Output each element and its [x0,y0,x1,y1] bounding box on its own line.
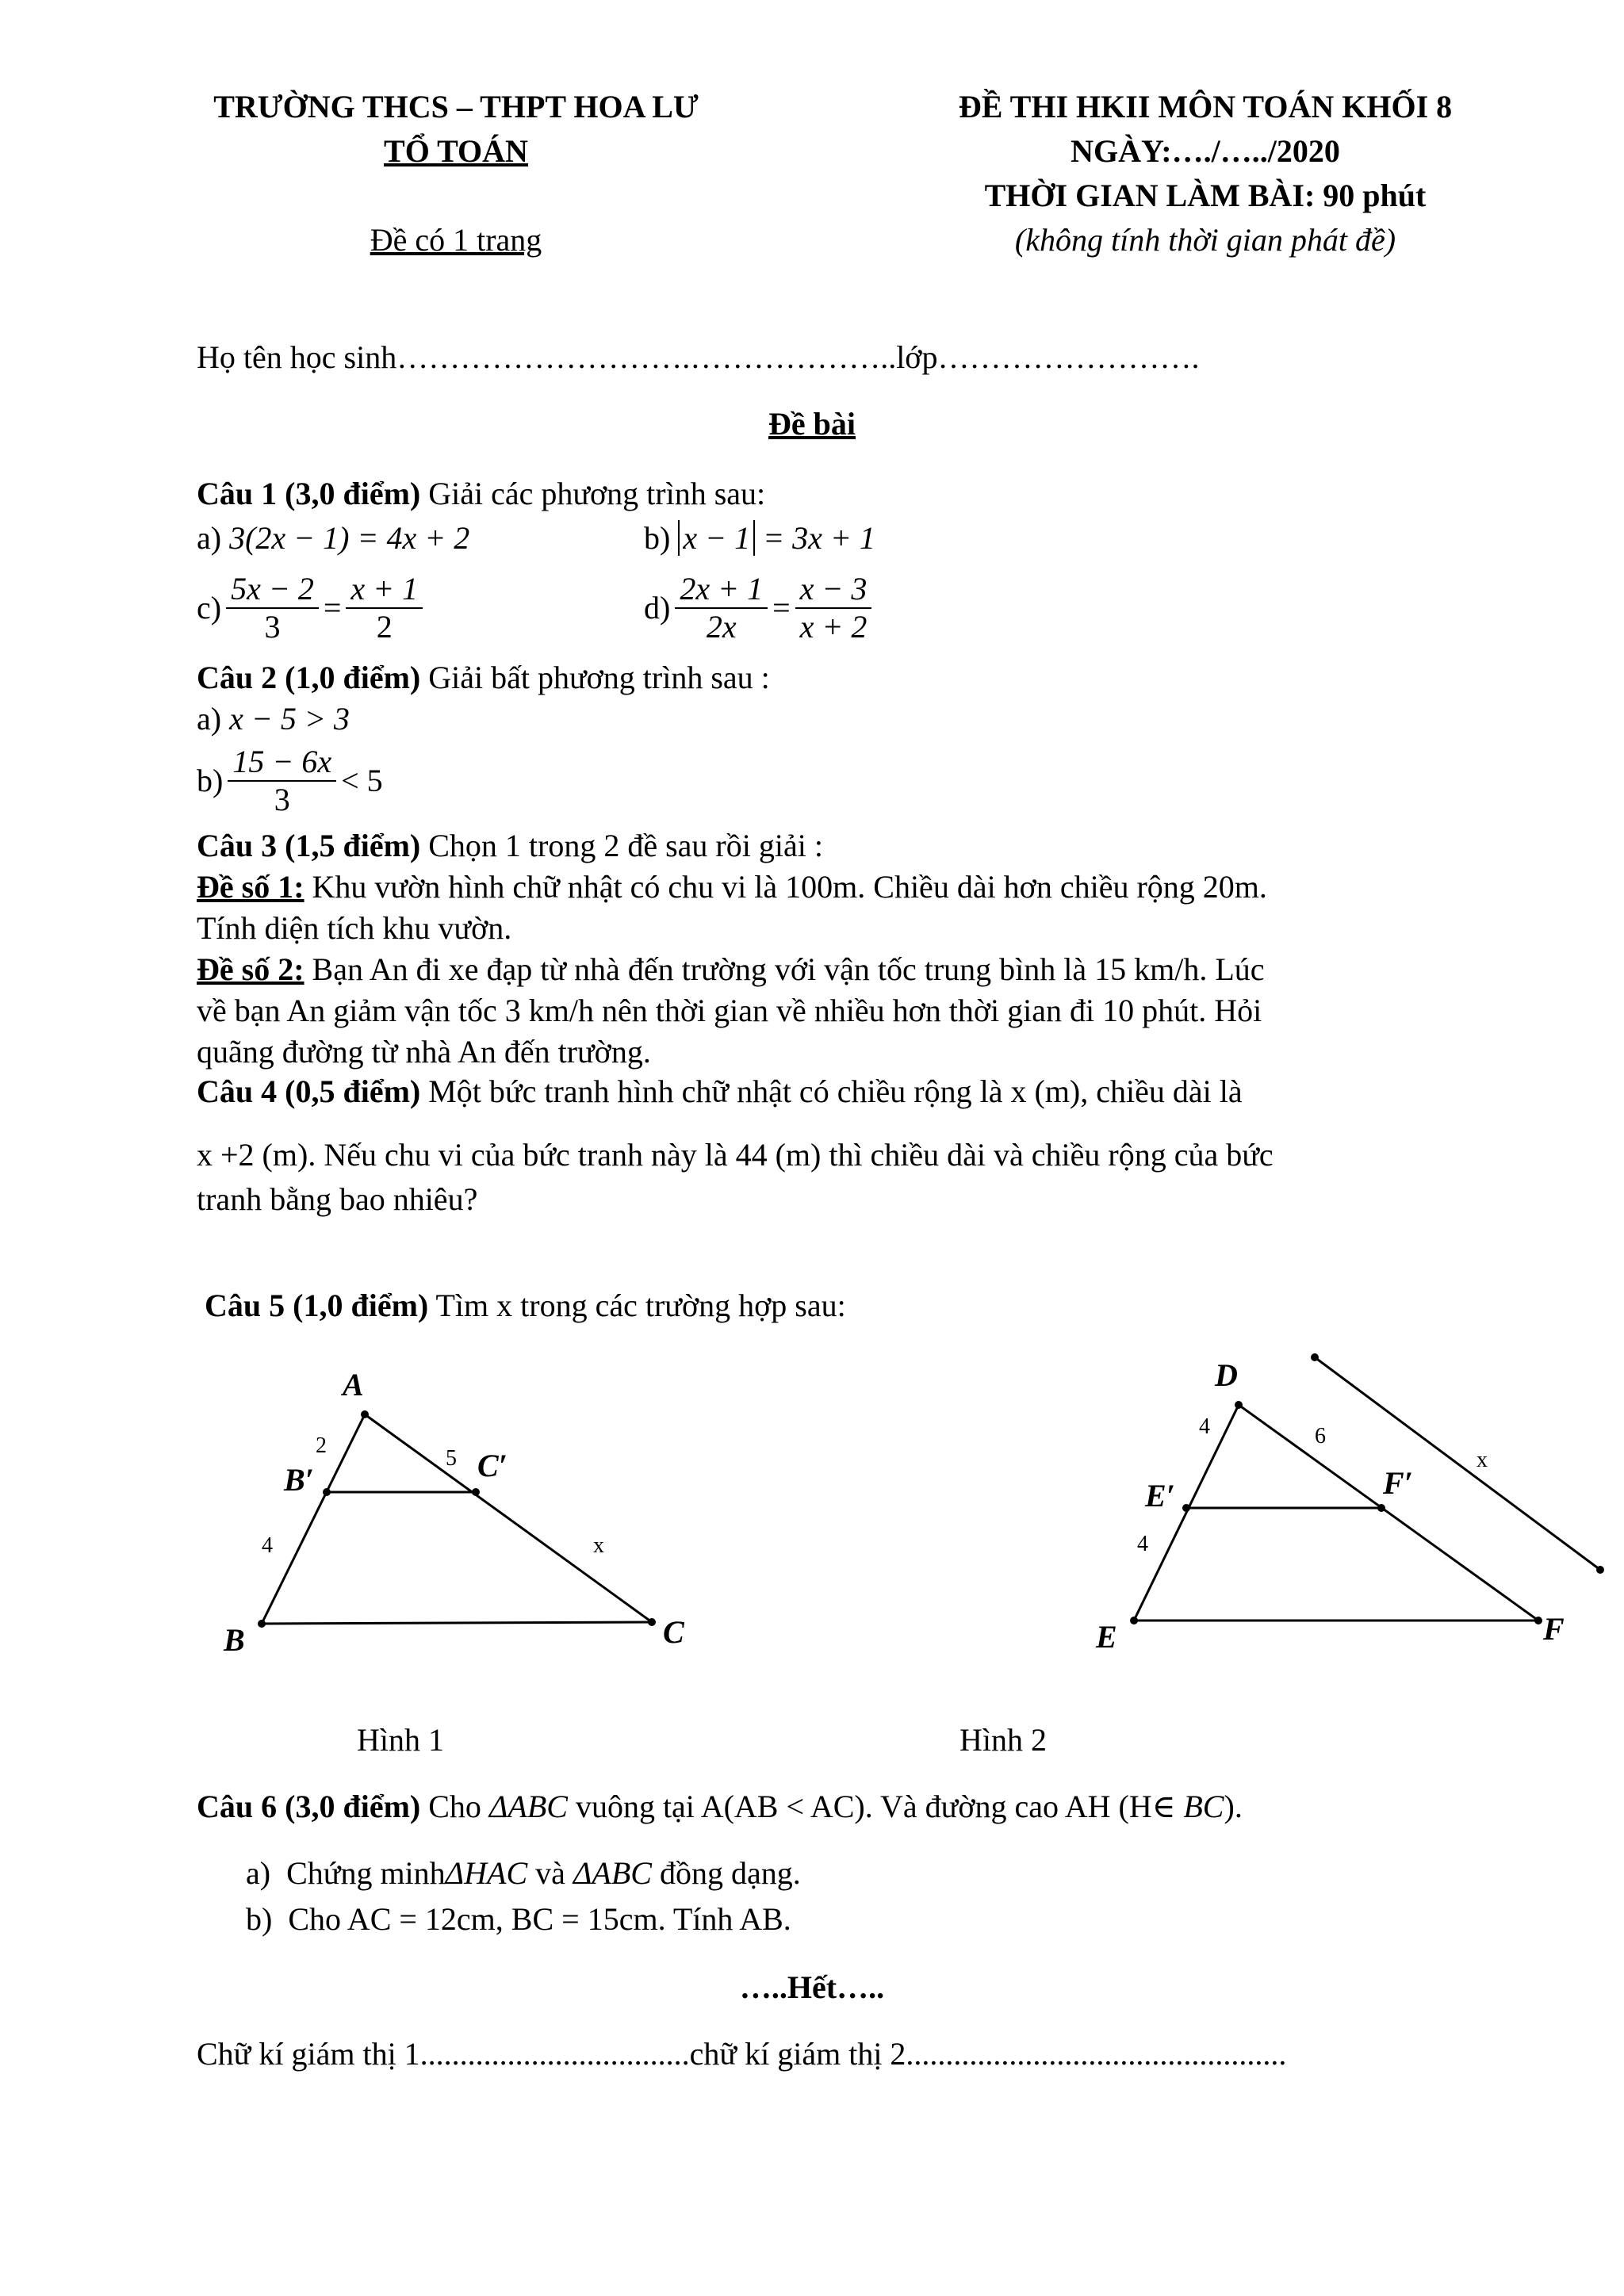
q2-b-num: 15 − 6x [228,744,336,782]
q1-d-num2: x − 3 [795,571,872,609]
q6-heading [197,1789,1243,1825]
q6-text2: vuông tại A(AB < AC). Và đường cao AH (H [567,1789,1152,1824]
q6-b-label: b) [246,1901,273,1937]
footer-signatures: Chữ kí giám thị 1..................................chữ kí giám thị 2................................................ [197,2036,1287,2072]
fig1-length-2: 2 [316,1433,327,1458]
department: TỔ TOÁN [384,133,528,169]
q4-title: Câu 4 (0,5 điểm) [197,1073,421,1109]
q2-a-expr: x − 5 > 3 [229,701,350,737]
q6-elem: ∈ [1151,1789,1176,1824]
fig2-side-DF [1239,1405,1538,1621]
fig1-point-B [258,1620,266,1628]
q1-d-den2: x + 2 [799,609,868,645]
q1-c-den1: 3 [264,609,281,645]
fig1-point-A [361,1410,369,1418]
q6-title: Câu 6 (3,0 điểm) [197,1789,421,1824]
fig2-label-E1: E′ [1145,1478,1175,1513]
school-name: TRƯỜNG THCS – THPT HOA LƯ [213,89,699,124]
q6-bc: BC [1175,1789,1224,1824]
fig1-point-C [648,1618,656,1626]
q1-d-den1: 2x [706,609,737,645]
q6-b-text: Cho AC = 12cm, BC = 15cm. Tính AB. [288,1901,791,1937]
q4-line2: x +2 (m). Nếu chu vi của bức tranh này là 44 (m) thì chiều dài và chiều rộng của bức [197,1137,1274,1173]
fig1-point-B1 [323,1488,331,1496]
page-note: Đề có 1 trang [370,222,542,258]
fig1-side-AB [262,1414,365,1624]
fig1-length-4: 4 [262,1533,273,1558]
end-marker: …..Hết….. [739,1969,885,2005]
fig1-label-C: C [663,1614,684,1650]
q6-a [246,1855,801,1892]
exam-title: ĐỀ THI HKII MÔN TOÁN KHỐI 8 [958,89,1453,124]
q1-d-eq: = [772,590,791,626]
q1-d-label: d) [644,590,671,626]
q1-c-num2: x + 1 [346,571,423,609]
q6-a-text1: Chứng minh [286,1855,446,1891]
q3-d2-line2: về bạn An giảm vận tốc 3 km/h nên thời gian về nhiều hơn thời gian đi 10 phút. Hỏi [197,993,1262,1028]
fig2-point-F1 [1377,1504,1385,1512]
q1-c-den2: 2 [376,609,393,645]
q1-b-label: b) [644,520,671,556]
fig2-segment-x-end [1596,1566,1604,1574]
fig2-point-E [1130,1617,1138,1624]
q6-text3: ). [1224,1789,1243,1824]
q4-line3: tranh bằng bao nhiêu? [197,1181,478,1217]
q6-a-tri1: ΔHAC [445,1855,528,1891]
q6-a-tri2: ΔABC [573,1855,652,1891]
q6-a-text2: và [527,1855,573,1891]
fig2-label-E: E [1096,1619,1117,1655]
fig2-length-4a: 4 [1199,1414,1210,1439]
q3-text: Chọn 1 trong 2 đề sau rồi giải : [420,828,823,863]
q1-text: Giải các phương trình sau: [420,476,766,511]
fig1-length-x: x [593,1533,604,1558]
q6-a-text3: đồng dạng. [651,1855,801,1891]
fig1-length-5: 5 [446,1446,457,1471]
fig1-point-C1 [472,1488,480,1496]
fig2-point-F [1534,1617,1542,1624]
q6-text1: Cho [420,1789,489,1824]
fig2-point-E1 [1182,1504,1190,1512]
fig2-caption: Hình 2 [959,1722,1047,1758]
fig2-label-D: D [1215,1357,1238,1393]
q2-b-label: b) [197,763,224,798]
q2-b-den: 3 [274,782,290,817]
q1-title: Câu 1 (3,0 điểm) [197,476,421,511]
q1-c-eq: = [323,590,342,626]
q1-c-num1: 5x − 2 [226,571,319,609]
q3-title: Câu 3 (1,5 điểm) [197,828,421,863]
q4-text1: Một bức tranh hình chữ nhật có chiều rộng là x (m), chiều dài là [420,1073,1243,1109]
fig2-segment-x-start [1311,1353,1319,1361]
fig1-label-A: A [343,1367,364,1402]
q1-b-abs: x − 1 [678,520,755,556]
q2-title: Câu 2 (1,0 điểm) [197,660,421,695]
q2-text: Giải bất phương trình sau : [420,660,770,695]
fig2-length-6: 6 [1315,1424,1326,1448]
q6-tri1: ΔABC [488,1789,568,1824]
fig2-segment-x [1315,1357,1600,1570]
q1-d-num1: 2x + 1 [675,571,768,609]
fig1-label-B1: B′ [284,1462,314,1498]
fig2-label-F1: F′ [1383,1465,1413,1501]
fig1-label-C1: C′ [477,1448,508,1483]
q3-d1-label: Đề số 1: [197,869,304,905]
q2-a-label: a) [197,701,222,737]
q5-text: Tìm x trong các trường hợp sau: [428,1288,846,1323]
q2-b-rest: < 5 [341,763,383,798]
q3-d2-label: Đề số 2: [197,951,304,987]
q1-a-expr: 3(2x − 1) = 4x + 2 [229,520,470,556]
fig2-length-x: x [1477,1448,1488,1472]
figure-2 [1095,1353,1604,1655]
q3-d2-text1: Bạn An đi xe đạp từ nhà đến trường với vận tốc trung bình là 15 km/h. Lúc [304,951,1265,987]
exam-date: NGÀY:…./…../2020 [1071,133,1340,169]
q3-d2-line3: quãng đường từ nhà An đến trường. [197,1034,651,1070]
fig2-length-4b: 4 [1137,1532,1148,1556]
fig1-caption: Hình 1 [357,1722,444,1758]
q6-b [246,1901,791,1938]
student-name-line: Họ tên học sinh……………………….………………..lớp……………………. [197,339,1200,375]
q3-d1-line2: Tính diện tích khu vườn. [197,910,512,946]
q5-title: Câu 5 (1,0 điểm) [205,1288,429,1323]
fig1-side-BC [262,1622,652,1624]
exam-duration: THỜI GIAN LÀM BÀI: 90 phút [984,178,1427,213]
fig2-point-D [1235,1401,1243,1409]
fig1-side-AC [365,1414,652,1622]
q1-a-label: a) [197,520,222,556]
fig2-label-F: F [1543,1611,1565,1647]
figure-1 [223,1367,685,1658]
duration-note: (không tính thời gian phát đề) [1014,222,1396,258]
q1-c-label: c) [197,590,222,626]
q1-b-rest: = 3x + 1 [763,520,875,556]
q3-d1-text1: Khu vườn hình chữ nhật có chu vi là 100m. Chiều dài hơn chiều rộng 20m. [304,869,1267,905]
q6-a-label: a) [246,1855,271,1891]
section-title: Đề bài [768,406,856,442]
fig1-label-B: B [224,1622,245,1658]
